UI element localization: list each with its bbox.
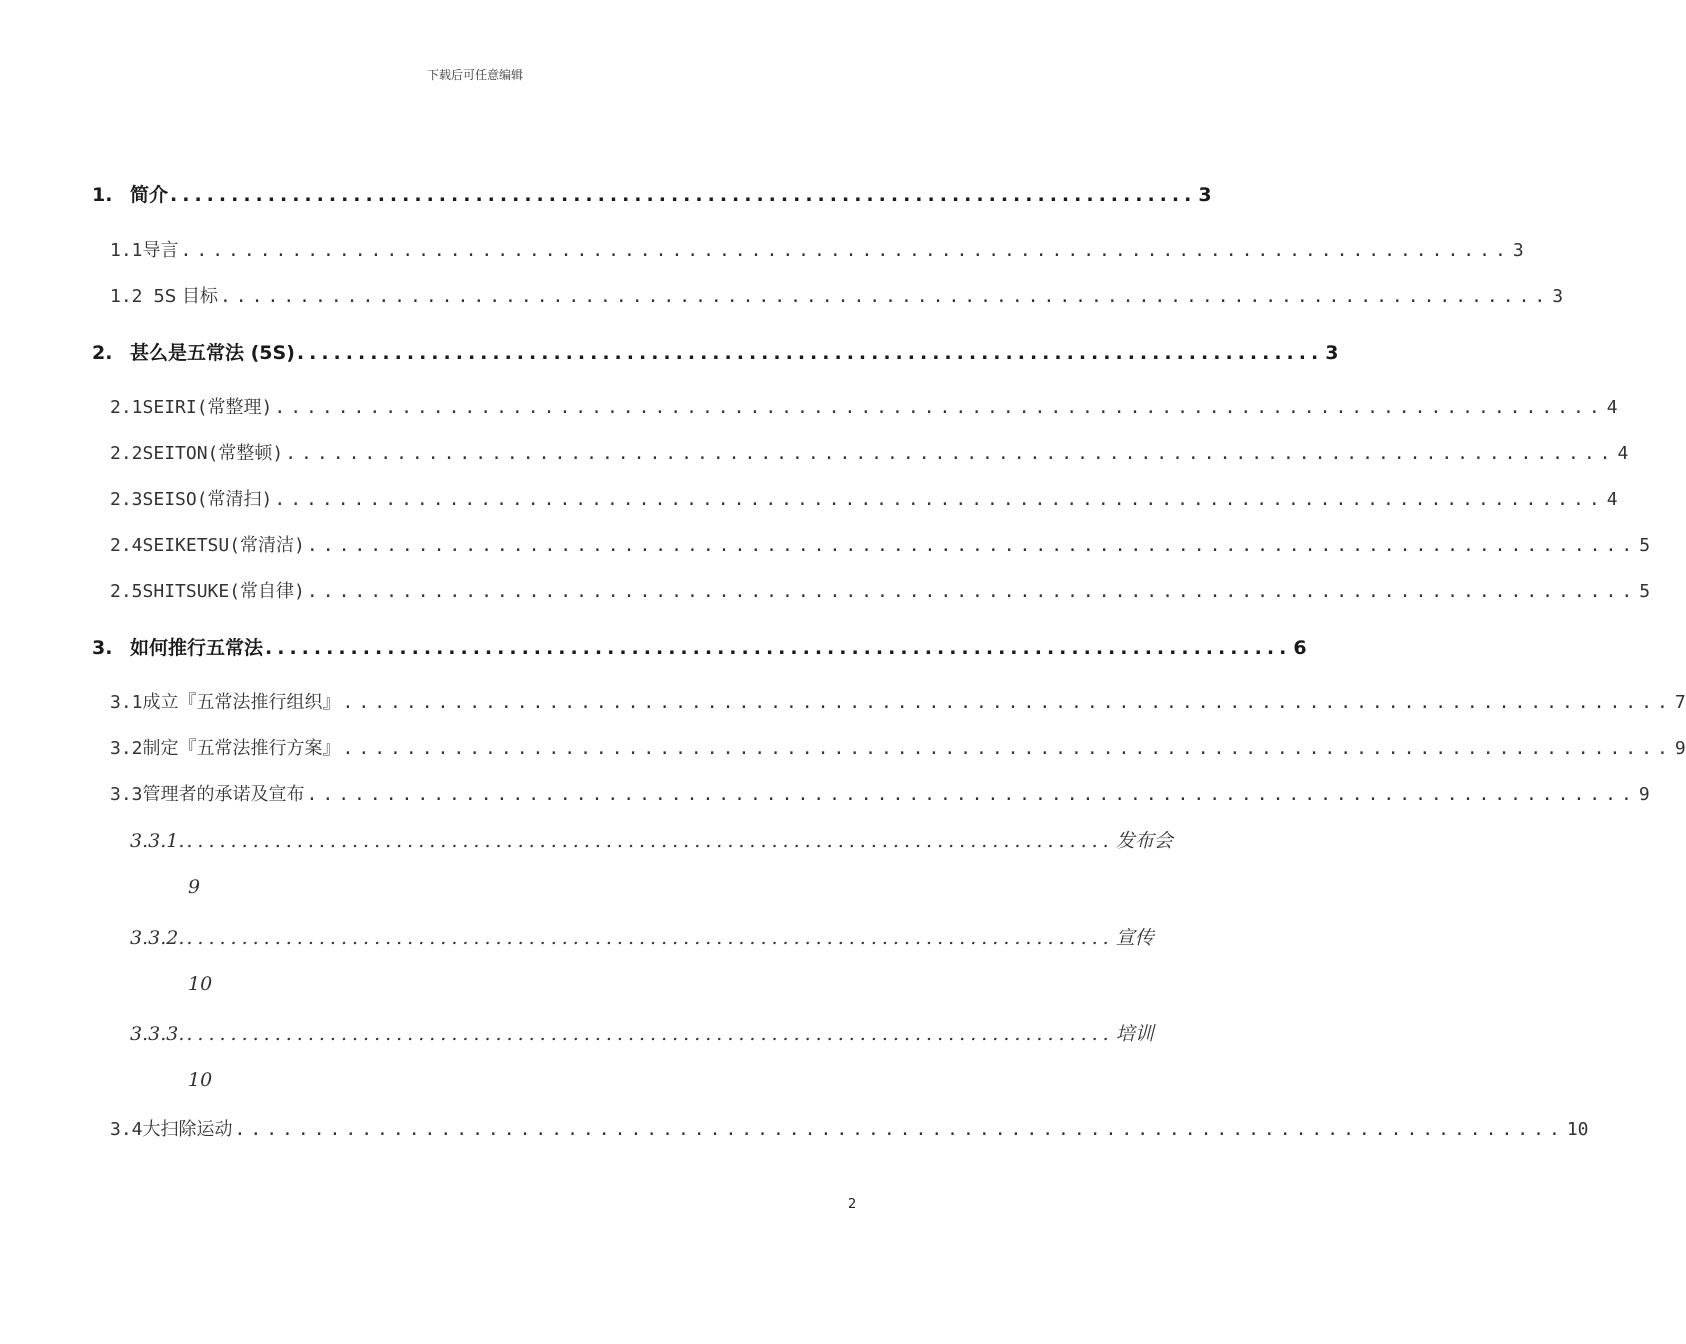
toc-page-number: 4 — [1617, 443, 1629, 464]
toc-number: 2.4 — [110, 535, 143, 556]
toc-page-number: 6 — [1293, 637, 1307, 659]
leader-dots: .................................................................................... — [306, 581, 1638, 602]
toc-entry-3-1[interactable] — [110, 688, 1686, 714]
leader-dots: .................................................................................... — [219, 286, 1551, 307]
toc-page-number: 3 — [1198, 184, 1212, 206]
toc-title: 导言 — [142, 240, 179, 261]
toc-number: 3.3.2. — [130, 927, 185, 949]
toc-number: 3.2 — [110, 738, 143, 759]
toc-entry-3-4[interactable] — [110, 1115, 1589, 1141]
toc-title: 发布会 — [1115, 830, 1173, 852]
toc-page-number: 7 — [1674, 692, 1686, 713]
toc-page-number: 3 — [1552, 286, 1564, 307]
toc-page-number: 4 — [1606, 397, 1618, 418]
leader-dots: .................................................................................... — [342, 738, 1673, 759]
toc-number: 2. — [92, 342, 113, 364]
page-header: 下载后可任意编辑 — [426, 68, 523, 82]
toc-entry-2-5[interactable] — [110, 577, 1651, 603]
toc-page-number: 10 — [1566, 1119, 1589, 1140]
toc-entry-3-2[interactable] — [110, 734, 1686, 760]
toc-number: 3.3.3. — [130, 1023, 185, 1045]
toc-title: SEIKETSU(常清洁) — [142, 535, 305, 556]
toc-page-number: 10 — [188, 1069, 213, 1091]
toc-page-number: 9 — [1638, 784, 1650, 805]
leader-dots: .................................................................................... — [306, 535, 1638, 556]
toc-number: 3.3.1. — [130, 830, 185, 852]
toc-title: 甚么是五常法 (5S) — [130, 342, 295, 364]
toc-number: 2.3 — [110, 489, 143, 510]
toc-entry-1-1[interactable] — [110, 236, 1524, 262]
toc-title: 大扫除运动 — [142, 1119, 233, 1140]
toc-title: 5S 目标 — [153, 286, 218, 307]
toc-number: 1.1 — [110, 240, 143, 261]
leader-dots: .................................................................................... — [296, 342, 1324, 364]
leader-dots: .................................................................................... — [265, 637, 1292, 659]
toc-entry-3-3[interactable] — [110, 780, 1650, 806]
leader-dots: .................................................................................... — [186, 830, 1114, 852]
toc-title: SEITON(常整顿) — [142, 443, 284, 464]
toc-title: SEISO(常清扫) — [142, 489, 273, 510]
toc-page-number: 9 — [1674, 738, 1686, 759]
toc-entry-3[interactable] — [92, 633, 1307, 660]
toc-entry-2-1[interactable] — [110, 393, 1618, 419]
toc-title: 简介 — [130, 184, 169, 206]
toc-entry-2-2[interactable] — [110, 439, 1629, 465]
toc-number: 2.2 — [110, 443, 143, 464]
toc-title: 管理者的承诺及宣布 — [142, 784, 305, 805]
leader-dots: .................................................................................... — [342, 692, 1673, 713]
toc-number: 3.1 — [110, 692, 143, 713]
leader-dots: .................................................................................... — [274, 397, 1605, 418]
toc-title: 宣传 — [1115, 927, 1154, 949]
toc-number: 2.1 — [110, 397, 143, 418]
toc-page-number: 3 — [1512, 240, 1524, 261]
leader-dots: .................................................................................... — [180, 240, 1511, 261]
leader-dots: .................................................................................... — [234, 1119, 1565, 1140]
toc-number: 1. — [92, 184, 113, 206]
toc-page-number: 3 — [1325, 342, 1339, 364]
toc-title: 培训 — [1115, 1023, 1154, 1045]
toc-entry-3-3-2[interactable] — [130, 923, 1154, 950]
toc-title: 如何推行五常法 — [130, 637, 264, 659]
toc-title: SEIRI(常整理) — [142, 397, 273, 418]
toc-entry-3-3-1[interactable] — [130, 826, 1173, 853]
leader-dots: .................................................................................... — [186, 1023, 1114, 1045]
toc-entry-1-2[interactable] — [110, 282, 1564, 308]
toc-title: 制定『五常法推行方案』 — [142, 738, 341, 759]
toc-page-number: 5 — [1639, 581, 1651, 602]
leader-dots: .................................................................................... — [170, 184, 1197, 206]
leader-dots: .................................................................................... — [274, 489, 1605, 510]
toc-entry-2[interactable] — [92, 338, 1339, 365]
leader-dots: .................................................................................... — [186, 927, 1114, 949]
toc-entry-3-3-3[interactable] — [130, 1019, 1154, 1046]
toc-number: 2.5 — [110, 581, 143, 602]
leader-dots: .................................................................................... — [285, 443, 1616, 464]
toc-entry-1[interactable] — [92, 180, 1212, 207]
toc-entry-2-3[interactable] — [110, 485, 1618, 511]
toc-page-number: 9 — [188, 876, 201, 898]
toc-title: 成立『五常法推行组织』 — [142, 692, 341, 713]
toc-number: 3.4 — [110, 1119, 143, 1140]
toc-number: 3. — [92, 637, 113, 659]
toc-page-number: 10 — [188, 973, 213, 995]
toc-entry-2-4[interactable] — [110, 531, 1651, 557]
toc-page-number: 4 — [1606, 489, 1618, 510]
leader-dots: .................................................................................... — [306, 784, 1637, 805]
toc-title: SHITSUKE(常自律) — [142, 581, 305, 602]
page-number: 2 — [848, 1197, 857, 1212]
toc-number: 3.3 — [110, 784, 143, 805]
toc-number: 1.2 — [110, 286, 143, 307]
toc-page-number: 5 — [1639, 535, 1651, 556]
